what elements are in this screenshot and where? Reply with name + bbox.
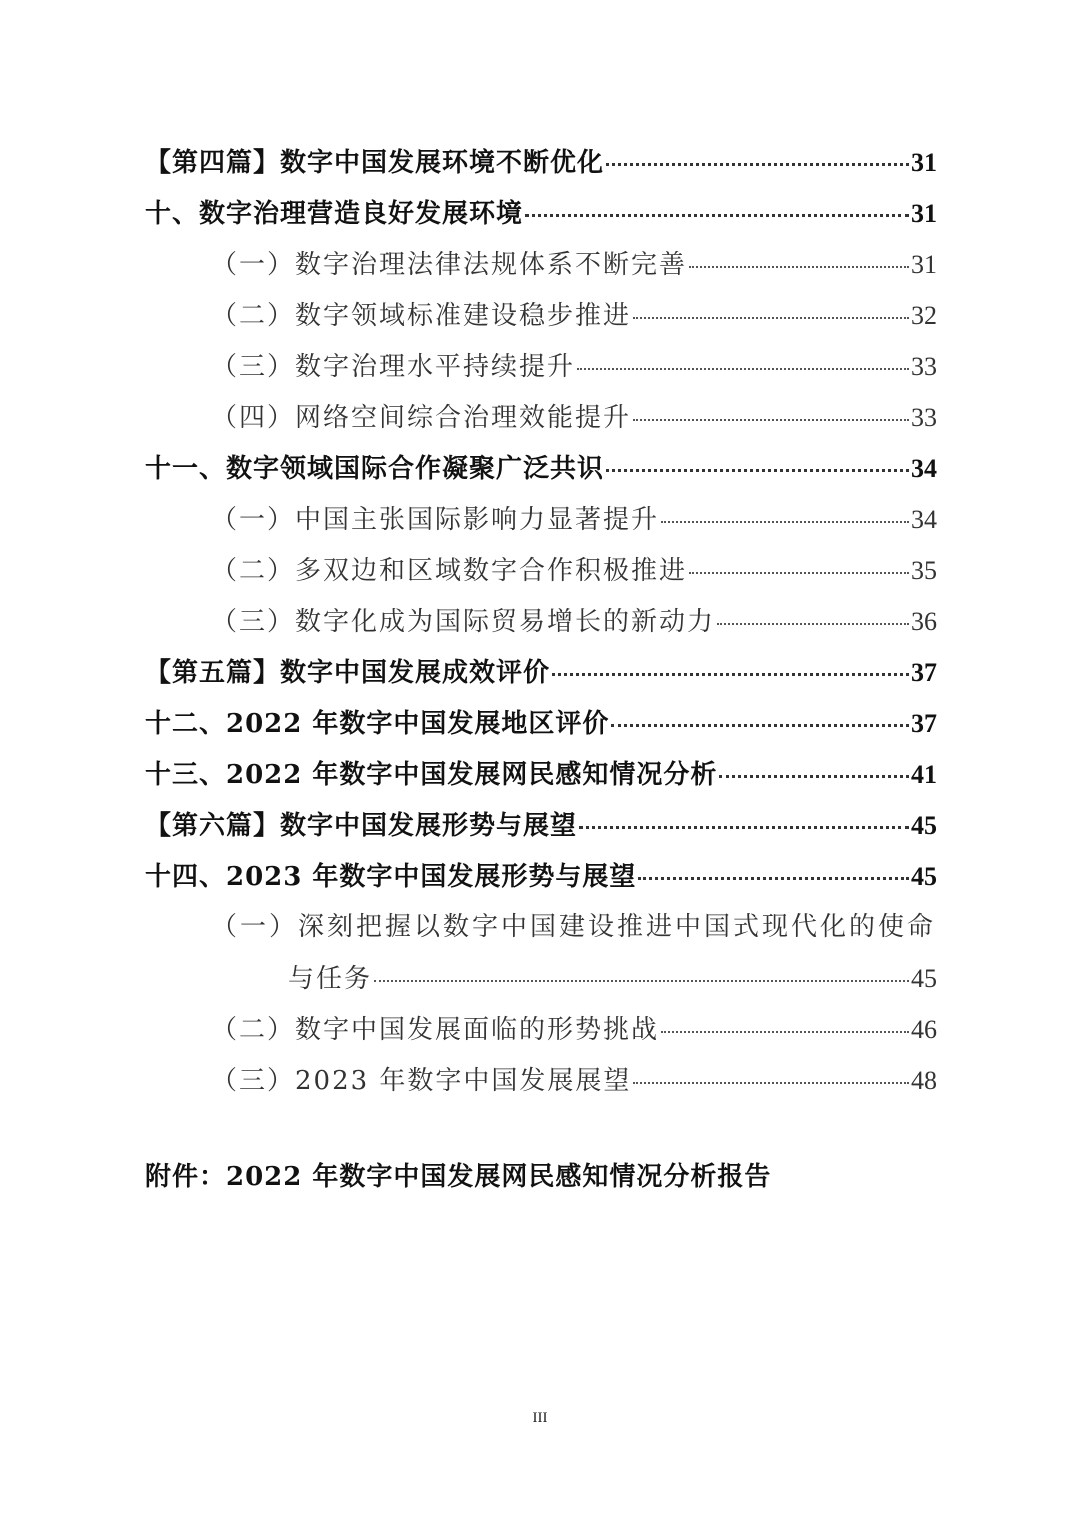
- dot-leader: [717, 623, 909, 625]
- toc-entry-page: 37: [911, 709, 937, 738]
- dot-leader: [611, 724, 909, 727]
- toc-entry-page: 36: [911, 607, 937, 636]
- toc-entry-label: （一）中国主张国际影响力显著提升: [211, 505, 660, 535]
- dot-leader: [661, 521, 909, 523]
- toc-entry-label: 十二、2022 年数字中国发展地区评价: [145, 709, 610, 739]
- dot-leader: [633, 1082, 909, 1084]
- toc-entry-label: 十三、2022 年数字中国发展网民感知情况分析: [145, 760, 718, 790]
- toc-entry-label: （一）数字治理法律法规体系不断完善: [211, 250, 688, 280]
- toc-entry-page: 45: [911, 862, 937, 891]
- toc-entry[interactable]: [145, 749, 937, 800]
- table-of-contents: [145, 137, 937, 1106]
- toc-entry-label: （三）2023 年数字中国发展展望: [211, 1066, 632, 1096]
- dot-leader: [633, 419, 909, 421]
- toc-entry[interactable]: [145, 545, 937, 596]
- dot-leader: [606, 163, 909, 166]
- dot-leader: [661, 1031, 909, 1033]
- dot-leader: [374, 980, 909, 982]
- toc-entry-label: 与任务: [288, 964, 373, 994]
- toc-entry-label: 十一、数字领域国际合作凝聚广泛共识: [145, 454, 605, 484]
- toc-entry[interactable]: [145, 902, 937, 953]
- dot-leader: [638, 877, 909, 880]
- dot-leader: [719, 775, 909, 778]
- dot-leader: [633, 317, 909, 319]
- toc-entry-label: 十四、2023 年数字中国发展形势与展望: [145, 862, 637, 892]
- toc-entry-page: 32: [911, 301, 937, 330]
- toc-entry-label: （三）数字治理水平持续提升: [211, 352, 576, 382]
- toc-entry[interactable]: [145, 851, 937, 902]
- toc-entry[interactable]: [145, 494, 937, 545]
- dot-leader: [689, 572, 909, 574]
- toc-entry-label: 【第六篇】数字中国发展形势与展望: [145, 811, 578, 841]
- toc-entry-page: 34: [911, 505, 937, 534]
- toc-entry-label: （一）深刻把握以数字中国建设推进中国式现代化的使命: [211, 912, 937, 942]
- toc-entry-page: 31: [911, 148, 937, 177]
- toc-entry-label: 【第四篇】数字中国发展环境不断优化: [145, 148, 605, 178]
- dot-leader: [552, 673, 909, 676]
- toc-entry-page: 33: [911, 403, 937, 432]
- toc-entry[interactable]: [145, 800, 937, 851]
- toc-entry-page: 48: [911, 1066, 937, 1095]
- toc-entry[interactable]: [145, 188, 937, 239]
- toc-entry-label: （三）数字化成为国际贸易增长的新动力: [211, 607, 716, 637]
- page-number: III: [532, 1410, 548, 1426]
- toc-entry-page: 35: [911, 556, 937, 585]
- toc-entry[interactable]: [145, 443, 937, 494]
- toc-entry[interactable]: [145, 341, 937, 392]
- toc-entry[interactable]: [145, 392, 937, 443]
- toc-entry-page: 46: [911, 1015, 937, 1044]
- toc-entry[interactable]: [145, 698, 937, 749]
- toc-entry[interactable]: [145, 1004, 937, 1055]
- toc-entry-page: 37: [911, 658, 937, 687]
- dot-leader: [606, 469, 909, 472]
- toc-entry-label: （二）数字领域标准建设稳步推进: [211, 301, 632, 331]
- toc-entry[interactable]: [145, 137, 937, 188]
- dot-leader: [689, 266, 909, 268]
- toc-entry-label: （四）网络空间综合治理效能提升: [211, 403, 632, 433]
- toc-entry-page: 31: [911, 199, 937, 228]
- toc-entry-label: 【第五篇】数字中国发展成效评价: [145, 658, 551, 688]
- dot-leader: [525, 214, 909, 217]
- toc-entry[interactable]: [145, 647, 937, 698]
- toc-entry-page: 34: [911, 454, 937, 483]
- toc-entry-page: 45: [911, 811, 937, 840]
- dot-leader: [579, 826, 909, 829]
- toc-entry-page: 33: [911, 352, 937, 381]
- toc-entry-continuation[interactable]: [145, 953, 937, 1004]
- toc-entry-label: （二）数字中国发展面临的形势挑战: [211, 1015, 660, 1045]
- toc-entry[interactable]: [145, 1055, 937, 1106]
- toc-entry[interactable]: [145, 290, 937, 341]
- appendix-title: 附件：2022 年数字中国发展网民感知情况分析报告: [145, 1162, 772, 1192]
- toc-entry[interactable]: [145, 596, 937, 647]
- toc-entry-label: 十、数字治理营造良好发展环境: [145, 199, 524, 229]
- toc-entry[interactable]: [145, 239, 937, 290]
- toc-entry-page: 41: [911, 760, 937, 789]
- toc-entry-page: 45: [911, 964, 937, 993]
- toc-entry-label: （二）多双边和区域数字合作积极推进: [211, 556, 688, 586]
- dot-leader: [577, 368, 909, 370]
- toc-entry-page: 31: [911, 250, 937, 279]
